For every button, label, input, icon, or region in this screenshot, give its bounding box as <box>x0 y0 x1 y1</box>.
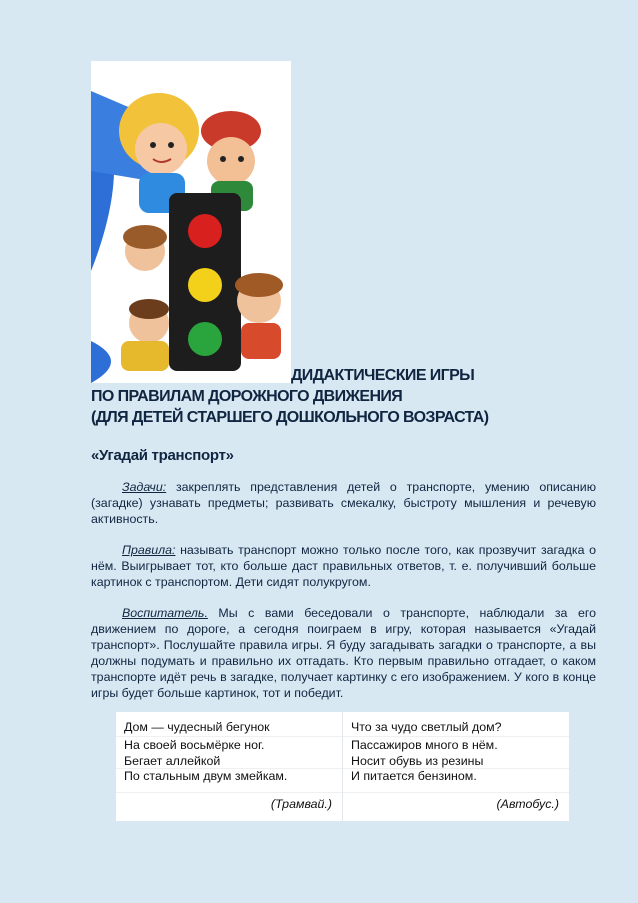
riddle-answer: (Трамвай.) <box>270 797 332 811</box>
game-title: «Угадай транспорт» <box>91 447 234 464</box>
riddle-tram <box>116 712 342 821</box>
riddle-line: Носит обувь из резины <box>351 754 484 768</box>
rules-paragraph <box>91 542 596 590</box>
riddle-line: Дом — чудесный бегунок <box>124 720 270 734</box>
riddle-bus <box>342 712 569 821</box>
rules-lead: Правила: <box>122 543 176 557</box>
traffic-light-children-illustration-icon <box>91 61 291 383</box>
traffic-light-illustration <box>91 61 291 383</box>
heading-line-2: ПО ПРАВИЛАМ ДОРОЖНОГО ДВИЖЕНИЯ <box>91 388 403 405</box>
teacher-text: Мы с вами беседовали о транспорте, наблюдали за его движением по дороге, а сегодня поиграем в игру, которая называется «Угадай транспорт». Послушайте правила игры. Я буду загадывать загадки о транспорте, а вы должны подумать и правильно их отгадать. Кто первым правильно отгадает, о каком транспорте идёт речь в загадке, получает картинку с его изображением. У кого в конце игры будет больше картинок, тот и победит. <box>91 606 596 700</box>
heading-line-3: (ДЛЯ ДЕТЕЙ СТАРШЕГО ДОШКОЛЬНОГО ВОЗРАСТА) <box>91 409 489 426</box>
riddle-line: Пассажиров много в нём. <box>351 738 498 752</box>
tasks-paragraph <box>91 479 596 527</box>
riddle-answer: (Автобус.) <box>496 797 559 811</box>
tasks-text: закреплять представления детей о транспорте, умению описанию (загадке) узнавать предметы; развивать смекалку, быстроту мышления и речевую активность. <box>91 480 596 526</box>
teacher-lead: Воспитатель. <box>122 606 208 620</box>
riddles-table <box>116 712 569 821</box>
tasks-lead: Задачи: <box>122 480 167 494</box>
riddle-line: Что за чудо светлый дом? <box>351 720 502 734</box>
riddle-line: На своей восьмёрке ног. <box>124 738 265 752</box>
riddle-line: По стальным двум змейкам. <box>124 769 288 783</box>
riddle-line: И питается бензином. <box>351 769 477 783</box>
teacher-paragraph <box>91 605 596 701</box>
riddle-line: Бегает аллейкой <box>124 754 221 768</box>
rules-text: называть транспорт можно только после того, как прозвучит загадка о нём. Выигрывает тот, кто больше даст правильных ответов, т. е. получивший больше картинок с транспортом. Дети сидят полукругом. <box>91 543 596 589</box>
heading-line-1: ДИДАКТИЧЕСКИЕ ИГРЫ <box>291 367 475 384</box>
